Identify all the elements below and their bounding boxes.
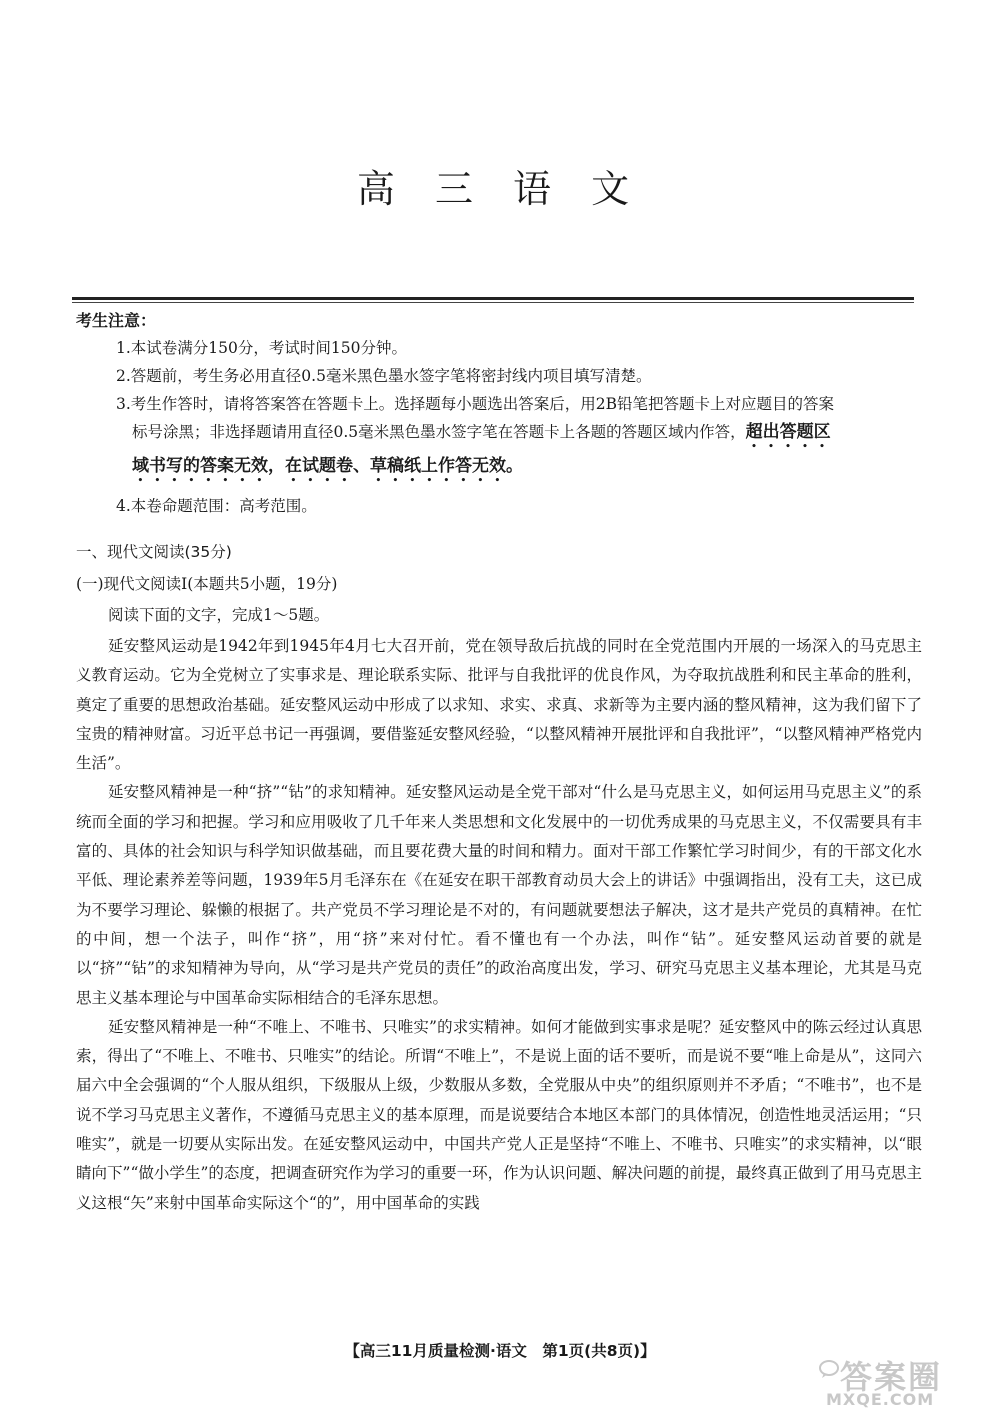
notice-item-1: 1.本试卷满分150分，考试时间150分钟。 xyxy=(116,339,407,357)
notice-item-3-cont xyxy=(116,418,921,452)
reading-passage xyxy=(76,632,922,1218)
page-footer: 【高三11月质量检测·语文 第1页(共8页)】 xyxy=(344,1342,656,1360)
page-title: 高 三 语 文 xyxy=(356,167,644,211)
watermark-logo xyxy=(818,1352,994,1410)
header-rule-thick xyxy=(72,297,914,300)
notice-item-3-line3 xyxy=(116,452,921,486)
notice-heading: 考生注意： xyxy=(76,311,157,330)
chat-bubble-icon xyxy=(818,1358,840,1380)
passage-paragraph-2: 延安整风精神是一种“挤”“钻”的求知精神。延安整风运动是全党干部对“什么是马克思主义，如何运用马克思主义”的系统而全面的学习和把握。学习和应用吸收了几千年来人类思想和文化发展中的一切优秀成果的马克思主义，不仅需要具有丰富的、具体的社会知识与科学知识做基础，而且要花费大量的时间和精力。面对干部工作繁忙学习时间少，有的干部文化水平低、理论素养差等问题，1939年5月毛泽东在《在延安在职干部教育动员大会上的讲话》中强调指出，没有工夫，这已成为不要学习理论、躲懒的根据了。共产党员不学习理论是不对的，有问题就要想法子解决，这才是共产党员的真精神。在忙的中间，想一个法子，叫作“挤”，用“挤”来对付忙。看不懂也有一个办法，叫作“钻”。延安整风运动首要的就是以“挤”“钻”的求知精神为导向，从“学习是共产党员的责任”的政治高度出发，学习、研究马克思主义基本理论，尤其是马克思主义基本理论与中国革命实际相结合的毛泽东思想。 xyxy=(76,783,922,1007)
notice-emphasis-1: 超出答题区 xyxy=(745,422,831,442)
notice-item-2: 2.答题前，考生务必用直径0.5毫米黑色墨水签字笔将密封线内项目填写清楚。 xyxy=(116,367,652,385)
notice-item-4: 4.本卷命题范围：高考范围。 xyxy=(116,497,317,515)
notice-item-3: 3.考生作答时，请将答案答在答题卡上。选择题每小题选出答案后，用2B铅笔把答题卡上对应题目的答案 xyxy=(116,395,835,413)
watermark-text: 答案圈 xyxy=(840,1358,943,1396)
watermark-url: MXQE.COM xyxy=(826,1390,935,1409)
section-heading: 一、现代文阅读(35分) xyxy=(76,543,232,561)
notice-list xyxy=(116,334,921,520)
notice-emphasis-2: 域书写的答案无效，在试题卷、草稿纸上作答无效。 xyxy=(132,456,523,476)
header-rule-thin xyxy=(72,302,914,303)
notice-item-3-line2: 标号涂黑；非选择题请用直径0.5毫米黑色墨水签字笔在答题卡上各题的答题区域内作答， xyxy=(132,423,746,441)
passage-paragraph-3: 延安整风精神是一种“不唯上、不唯书、只唯实”的求实精神。如何才能做到实事求是呢？延安整风中的陈云经过认真思索，得出了“不唯上、不唯书、只唯实”的结论。所谓“不唯上”，不是说上面的话不要听，而是说不要“唯上命是从”，这同六届六中全会强调的“个人服从组织，下级服从上级，少数服从多数，全党服从中央”的组织原则并不矛盾；“不唯书”，也不是说不学习马克思主义著作，不遵循马克思主义的基本原理，而是说要结合本地区本部门的具体情况，创造性地灵活运用；“只唯实”，就是一切要从实际出发。在延安整风运动中，中国共产党人正是坚持“不唯上、不唯书、只唯实”的求实精神，以“眼睛向下”“做小学生”的态度，把调查研究作为学习的重要一环，作为认识问题、解决问题的前提，最终真正做到了用马克思主义这根“矢”来射中国革命实际这个“的”，用中国革命的实践 xyxy=(76,1017,922,1212)
reading-instruction: 阅读下面的文字，完成1～5题。 xyxy=(108,606,330,624)
section-subheading: (一)现代文阅读Ⅰ(本题共5小题，19分) xyxy=(76,575,338,593)
passage-paragraph-1: 延安整风运动是1942年到1945年4月七大召开前，党在领导敌后抗战的同时在全党范围内开展的一场深入的马克思主义教育运动。它为全党树立了实事求是、理论联系实际、批评与自我批评的优良作风，为夺取抗战胜利和民主革命的胜利，奠定了重要的思想政治基础。延安整风运动中形成了以求知、求实、求真、求新等为主要内涵的整风精神，这为我们留下了宝贵的精神财富。习近平总书记一再强调，要借鉴延安整风经验，“以整风精神开展批评和自我批评”，“以整风精神严格党内生活”。 xyxy=(76,637,922,773)
